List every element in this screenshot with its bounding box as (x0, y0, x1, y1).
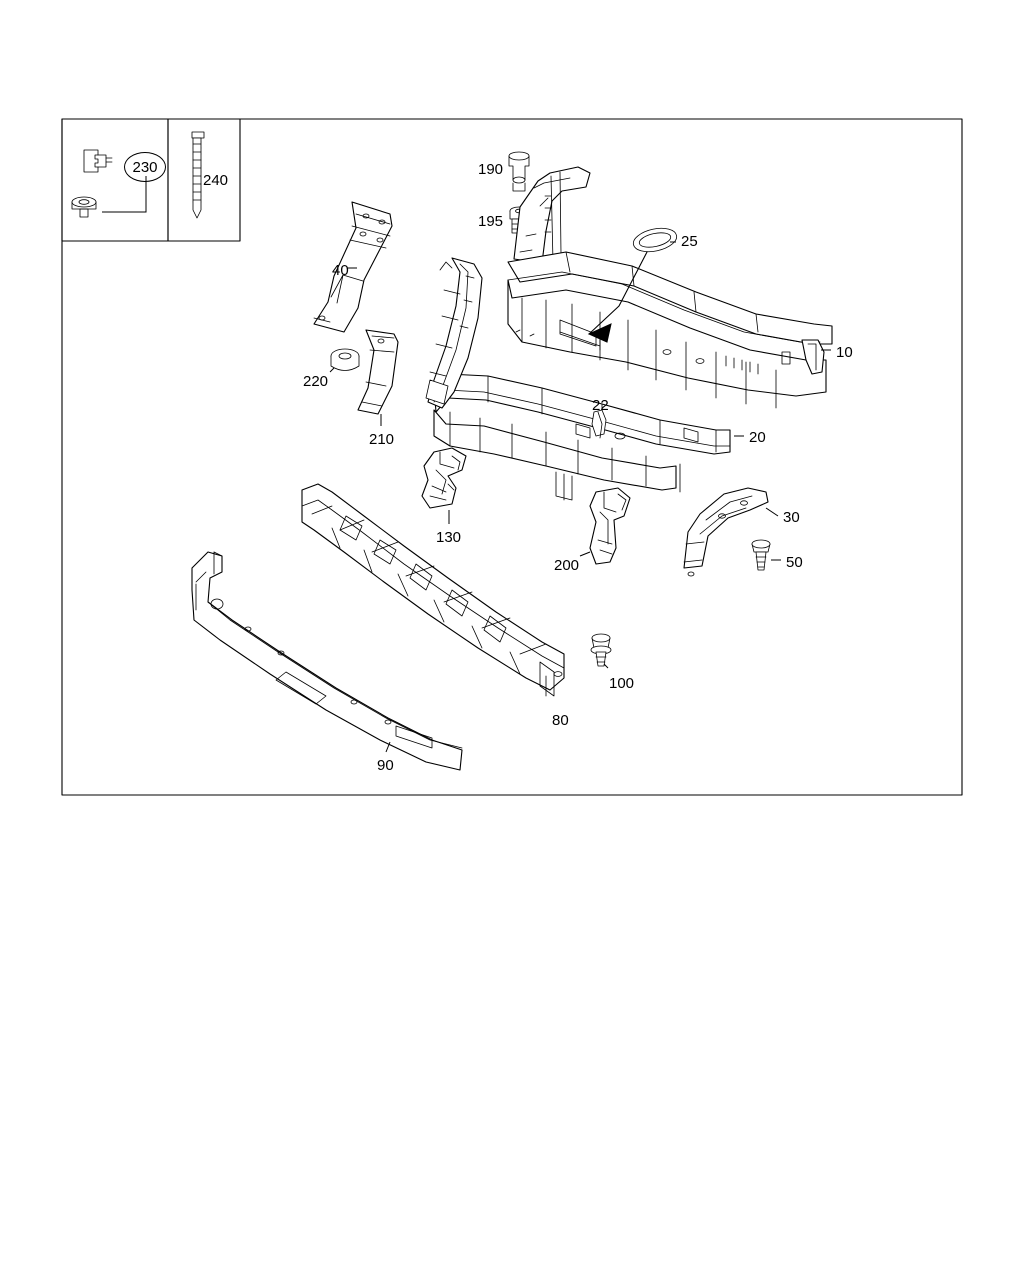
callout-90: 90 (377, 757, 394, 774)
callout-130: 130 (436, 529, 462, 546)
part-200-clip (590, 488, 630, 564)
part-40-bracket (314, 202, 392, 332)
callout-20: 20 (749, 429, 766, 446)
part-50-bolt (752, 540, 770, 570)
callout-240: 240 (203, 172, 229, 189)
leader-220 (330, 368, 334, 372)
part-220-bush (331, 349, 359, 371)
callout-220: 220 (303, 373, 329, 390)
callout-195: 195 (478, 213, 504, 230)
part-230-stud-upper (84, 150, 112, 172)
leader-100 (604, 664, 608, 668)
callout-80: 80 (552, 712, 569, 729)
part-230-stud-lower (72, 197, 96, 217)
callout-100: 100 (609, 675, 635, 692)
part-190-buffer (509, 152, 529, 191)
callout-30: 30 (783, 509, 800, 526)
part-130-bracket (422, 448, 466, 508)
part-100-bolt (591, 634, 611, 666)
callout-200: 200 (554, 557, 580, 574)
part-210-bracket (358, 330, 398, 414)
callout-40: 40 (332, 262, 349, 279)
callout-190: 190 (478, 161, 504, 178)
part-30-bracket (684, 488, 768, 576)
callout-210: 210 (369, 431, 395, 448)
part-20-lower-crossmember (434, 374, 730, 500)
leader-200 (580, 552, 590, 556)
part-80-bumper-crossmember (302, 484, 564, 696)
callout-230: 230 (124, 152, 166, 182)
part-22-clip (592, 410, 606, 438)
callout-25: 25 (681, 233, 698, 250)
leader-30 (766, 508, 778, 516)
part-25-grommet (631, 225, 679, 256)
callout-10: 10 (836, 344, 853, 361)
callout-50: 50 (786, 554, 803, 571)
callout-22: 22 (592, 397, 609, 414)
part-10-upper-crossmember (508, 167, 832, 408)
